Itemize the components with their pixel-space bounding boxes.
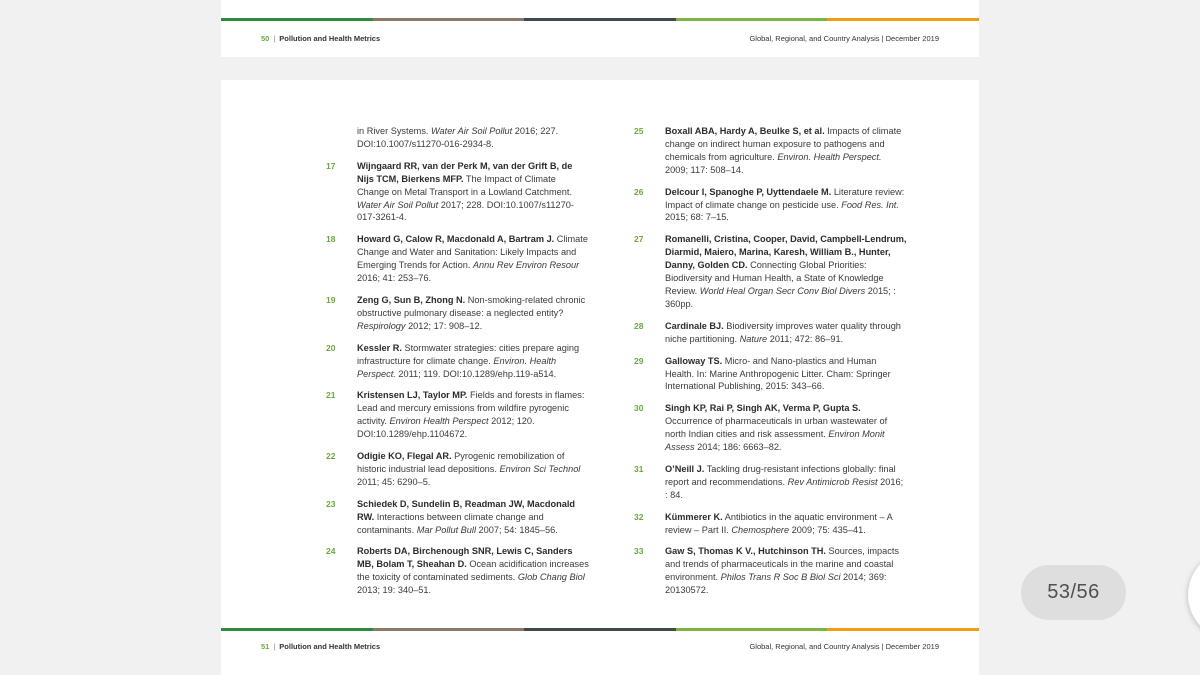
reference-title: Occurrence of pharmaceuticals in urban wastewater of north Indian cities and risk assessment. xyxy=(665,416,888,440)
reference-entry xyxy=(634,545,907,597)
reference-journal: Water Air Soil Pollut xyxy=(357,199,439,210)
reference-number: 24 xyxy=(326,546,336,557)
reference-title: Tackling drug-resistant infections globally: final report and recommendations. xyxy=(665,463,896,487)
reference-title: Sources, impacts and trends of pharmaceuticals in the marine and coastal environment. xyxy=(665,546,899,583)
reference-authors: Odigie KO, Flegal AR. xyxy=(357,451,452,462)
reference-journal: Annu Rev Environ Resour xyxy=(472,260,580,271)
footer-right-text: Global, Regional, and Country Analysis | December 2019 xyxy=(749,642,939,651)
reference-number: 21 xyxy=(326,390,336,401)
reference-journal: Water Air Soil Pollut xyxy=(431,126,513,136)
reference-details: 2016; 227. DOI:10.1007/s11270-016-2934-8. xyxy=(357,126,559,149)
page-51-fragment xyxy=(221,628,979,675)
reference-entry xyxy=(326,545,589,597)
reference-journal: Environ. Health Perspect. xyxy=(777,151,882,162)
reference-journal: Chemosphere xyxy=(731,524,790,535)
reference-title: Antibiotics in the aquatic environment – A review – Part II. xyxy=(665,511,893,535)
reference-journal: Food Res. Int. xyxy=(841,199,899,210)
reference-details: 2016; : 84. xyxy=(665,476,904,500)
reference-number: 17 xyxy=(326,160,336,171)
reference-details: 2012; 17: 908–12. xyxy=(405,320,483,331)
reference-title: Stormwater strategies: cities prepare aging infrastructure for climate change. xyxy=(357,342,580,366)
reference-details: 2009; 117: 508–14. xyxy=(665,164,744,175)
reference-authors: Cardinale BJ. xyxy=(665,320,724,331)
reference-authors: O’Neill J. xyxy=(665,463,705,474)
reference-details: 2014; 369: 20130572. xyxy=(665,572,887,596)
reference-entry xyxy=(326,389,589,441)
reference-authors: Delcour I, Spanoghe P, Uyttendaele M. xyxy=(665,186,832,197)
reference-number: 28 xyxy=(634,320,644,331)
reference-title: Biodiversity improves water quality through niche partitioning. xyxy=(665,320,901,344)
reference-authors: Boxall ABA, Hardy A, Beulke S, et al. xyxy=(665,126,825,136)
references-left-column xyxy=(326,125,589,606)
reference-details: 2009; 75: 435–41. xyxy=(789,524,866,535)
color-bar xyxy=(221,18,979,21)
running-footer: 51 | Pollution and Health Metrics Global, Regional, and Country Analysis | December 2019 xyxy=(261,642,939,651)
reference-journal: World Heal Organ Secr Conv Biol Divers xyxy=(699,285,866,296)
color-bar xyxy=(221,628,979,631)
reference-number: 31 xyxy=(634,463,644,474)
reference-entry xyxy=(326,294,589,333)
reference-title: Interactions between climate change and contaminants. xyxy=(357,511,544,535)
reference-journal: Philos Trans R Soc B Biol Sci xyxy=(720,572,841,583)
reference-entry xyxy=(634,355,907,394)
reference-number: 22 xyxy=(326,451,336,462)
reference-entry xyxy=(634,402,907,454)
reference-authors: Gaw S, Thomas K V., Hutchinson TH. xyxy=(665,546,826,557)
header-right-text: Global, Regional, and Country Analysis | December 2019 xyxy=(749,34,939,43)
reference-authors: Zeng G, Sun B, Zhong N. xyxy=(357,294,466,305)
reference-authors: Kristensen LJ, Taylor MP. xyxy=(357,390,468,401)
reference-details: 2013; 19: 340–51. xyxy=(357,585,432,596)
reference-details: 2007; 54: 1845–56. xyxy=(476,524,558,535)
reference-journal: Respirology xyxy=(357,320,406,331)
page-counter: 53/56 xyxy=(1021,565,1126,620)
reference-number: 20 xyxy=(326,342,336,353)
reference-details: 2015; 68: 7–15. xyxy=(665,212,729,223)
reference-number: 30 xyxy=(634,403,644,414)
reference-title: Non-smoking-related chronic obstructive pulmonary disease: a neglected entity? xyxy=(357,294,586,318)
reference-entry xyxy=(326,450,589,489)
reference-journal: Nature xyxy=(739,333,768,344)
reference-entry xyxy=(326,342,589,381)
reference-authors: Howard G, Calow R, Macdonald A, Bartram J. xyxy=(357,234,555,245)
footer-short-title: Pollution and Health Metrics xyxy=(279,642,381,651)
reference-details: 2015; : 360pp. xyxy=(665,285,896,309)
reference-title: in River Systems. xyxy=(357,126,432,136)
reference-authors: Kümmerer K. xyxy=(665,511,723,522)
reference-authors: Kessler R. xyxy=(357,342,402,353)
reference-journal: Mar Pollut Bull xyxy=(416,524,476,535)
reference-journal: Glob Chang Biol xyxy=(517,572,585,583)
page-50-fragment xyxy=(221,0,979,57)
reference-number: 26 xyxy=(634,186,644,197)
reference-title: Climate Change and Water and Sanitation: Likely Impacts and Emerging Trends for Action. xyxy=(357,234,588,271)
header-page-number: 50 xyxy=(261,34,270,43)
reference-entry xyxy=(326,160,589,225)
reference-entry xyxy=(634,511,907,537)
reference-number: 18 xyxy=(326,234,336,245)
reference-details: 2017; 228. DOI:10.1007/s11270-017-3261-4. xyxy=(357,199,574,223)
reference-details: 2014; 186: 6663–82. xyxy=(694,442,782,453)
reference-journal: Environ. Health Perspect. xyxy=(357,355,557,379)
reference-title: The Impact of Climate Change on Metal Transport in a Lowland Catchment. xyxy=(357,173,573,197)
reference-number: 23 xyxy=(326,498,336,509)
scroll-button[interactable] xyxy=(1188,550,1200,640)
reference-authors: Wijngaard RR, van der Perk M, van der Grift B, de Nijs TCM, Bierkens MFP. xyxy=(357,160,573,184)
reference-number: 25 xyxy=(634,126,644,136)
reference-authors: Roberts DA, Birchenough SNR, Lewis C, Sanders MB, Bolam T, Sheahan D. xyxy=(357,546,573,570)
reference-number: 27 xyxy=(634,234,644,245)
reference-number: 19 xyxy=(326,294,336,305)
reference-number: 32 xyxy=(634,511,644,522)
reference-entry xyxy=(634,125,907,177)
running-header: 50 | Pollution and Health Metrics Global, Regional, and Country Analysis | December 2019 xyxy=(261,34,939,43)
reference-details: 2011; 119. DOI:10.1289/ehp.119-a514. xyxy=(395,368,557,379)
reference-entry xyxy=(634,186,907,225)
reference-entry xyxy=(326,233,589,285)
references-right-column xyxy=(634,125,907,606)
reference-title: Impacts of climate change on indirect human exposure to pathogens and chemicals from agriculture. xyxy=(665,126,902,162)
reference-title: Connecting Global Priorities: Biodiversity and Human Health, a State of Knowledge Review. xyxy=(665,260,884,296)
reference-details: 2012; 120. DOI:10.1289/ehp.1104672. xyxy=(357,416,535,440)
reference-entry xyxy=(634,320,907,346)
reference-journal: Rev Antimicrob Resist xyxy=(787,476,878,487)
reference-details: 2011; 45: 6290–5. xyxy=(357,476,431,487)
reference-title: Micro- and Nano-plastics and Human Health. In: Marine Anthropogenic Litter. Cham: Springer International Publishing, 2015: 343–66. xyxy=(665,355,891,392)
footer-page-number: 51 xyxy=(261,642,270,651)
reference-entry xyxy=(634,463,907,502)
reference-title: Literature review: Impact of climate change on pesticide use. xyxy=(665,186,905,210)
reference-entry xyxy=(634,233,907,310)
reference-details: 2016; 41: 253–76. xyxy=(357,273,432,284)
reference-page xyxy=(221,80,979,656)
reference-journal: Environ Sci Technol xyxy=(499,463,581,474)
reference-number: 33 xyxy=(634,546,644,557)
reference-entry xyxy=(329,125,589,151)
reference-number: 29 xyxy=(634,355,644,366)
reference-authors: Romanelli, Cristina, Cooper, David, Campbell-Lendrum, Diarmid, Maiero, Marina, Karesh, William B., Hunter, Danny, Golden CD. xyxy=(665,234,907,271)
reference-title: Ocean acidification increases the toxicity of contaminated sediments. xyxy=(357,559,589,583)
reference-entry xyxy=(326,498,589,537)
reference-authors: Singh KP, Rai P, Singh AK, Verma P, Gupta S. xyxy=(665,403,861,414)
header-short-title: Pollution and Health Metrics xyxy=(279,34,381,43)
reference-journal: Environ Health Perspect xyxy=(389,416,489,427)
reference-title: Pyrogenic remobilization of historic industrial lead depositions. xyxy=(357,451,565,474)
reference-authors: Galloway TS. xyxy=(665,355,723,366)
reference-journal: Environ Monit Assess xyxy=(665,429,885,453)
reference-title: Fields and forests in flames: Lead and mercury emissions from wildfire pyrogenic activity. xyxy=(357,390,585,427)
reference-details: 2011; 472: 86–91. xyxy=(767,333,844,344)
reference-authors: Schiedek D, Sundelin B, Readman JW, Macdonald RW. xyxy=(357,498,575,522)
